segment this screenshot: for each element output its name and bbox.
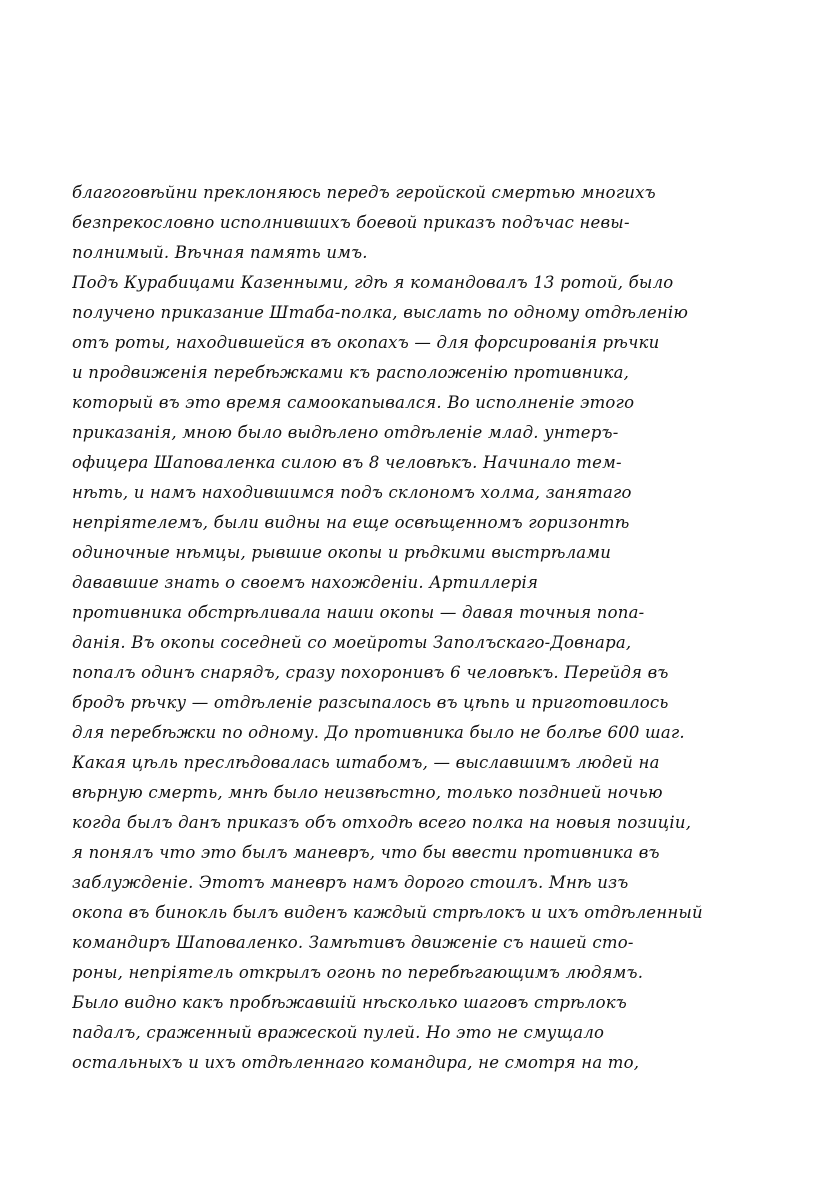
text-line-16: данія. Въ окопы соседней со моейроты Заполъскаго-Довнара, bbox=[72, 633, 632, 652]
text-line-5: получено приказание Штаба-полка, выслать по одному отдѣленію bbox=[72, 303, 689, 322]
handwritten-text-block bbox=[72, 178, 732, 1078]
text-line-4: Подъ Курабицами Казенными, гдѣ я командовалъ 13 ротой, было bbox=[72, 273, 674, 292]
text-line-2: безпрекословно исполнившихъ боевой приказъ подъчас невы- bbox=[72, 213, 630, 232]
text-line-25: окопа въ бинокль былъ виденъ каждый стрѣлокъ и ихъ отдѣленный bbox=[72, 903, 703, 922]
text-line-15: противника обстрѣливала наши окопы — давая точныя попа- bbox=[72, 603, 645, 622]
text-line-18: бродъ рѣчку — отдѣленіе разсыпалось въ цѣпь и приготовилось bbox=[72, 693, 669, 712]
text-line-13: одиночные нѣмцы, рывшие окопы и рѣдкими выстрѣлами bbox=[72, 543, 612, 562]
text-line-19: для перебѣжки по одному. До противника было не болѣе 600 шаг. bbox=[72, 723, 685, 742]
text-line-6: отъ роты, находившейся въ окопахъ — для форсированія рѣчки bbox=[72, 333, 660, 352]
text-line-30: остальныхъ и ихъ отдѣленнаго командира, не смотря на то, bbox=[72, 1053, 640, 1072]
text-line-1: благоговѣйни преклоняюсь передъ геройской смертью многихъ bbox=[72, 183, 656, 202]
text-line-29: падалъ, сраженный вражеской пулей. Но это не смущало bbox=[72, 1023, 605, 1042]
text-line-26: командиръ Шаповаленко. Замѣтивъ движеніе съ нашей сто- bbox=[72, 933, 634, 952]
text-line-17: попалъ одинъ снарядъ, сразу похоронивъ 6 человѣкъ. Перейдя въ bbox=[72, 663, 669, 682]
text-line-10: офицера Шаповаленка силою въ 8 человѣкъ. Начинало тем- bbox=[72, 453, 622, 472]
text-line-23: я понялъ что это былъ маневръ, что бы ввести противника въ bbox=[72, 843, 660, 862]
text-line-11: нѣть, и намъ находившимся подъ склономъ холма, занятаго bbox=[72, 483, 632, 502]
text-line-7: и продвиженія перебѣжками къ расположенію противника, bbox=[72, 363, 630, 382]
text-line-20: Какая цѣль преслѣдовалась штабомъ, — выславшимъ людей на bbox=[72, 753, 660, 772]
text-line-28: Было видно какъ пробѣжавшій нѣсколько шаговъ стрѣлокъ bbox=[72, 993, 627, 1012]
text-line-8: который въ это время самоокапывался. Во исполненіе этого bbox=[72, 393, 635, 412]
text-line-3: полнимый. Вѣчная память имъ. bbox=[72, 243, 368, 262]
text-line-22: когда былъ данъ приказъ объ отходѣ всего полка на новыя позиціи, bbox=[72, 813, 692, 832]
text-line-27: роны, непріятель открылъ огонь по перебѣгающимъ людямъ. bbox=[72, 963, 644, 982]
text-line-14: дававшие знать о своемъ нахожденіи. Артиллерія bbox=[72, 573, 539, 592]
text-line-9: приказанія, мною было выдѣлено отдѣленіе млад. унтеръ- bbox=[72, 423, 619, 442]
text-line-24: заблужденіе. Этотъ маневръ намъ дорого стоилъ. Мнѣ изъ bbox=[72, 873, 629, 892]
text-line-12: непріятелемъ, были видны на еще освѣщенномъ горизонтѣ bbox=[72, 513, 630, 532]
text-line-21: вѣрную смерть, мнѣ было неизвѣстно, только позднией ночью bbox=[72, 783, 663, 802]
